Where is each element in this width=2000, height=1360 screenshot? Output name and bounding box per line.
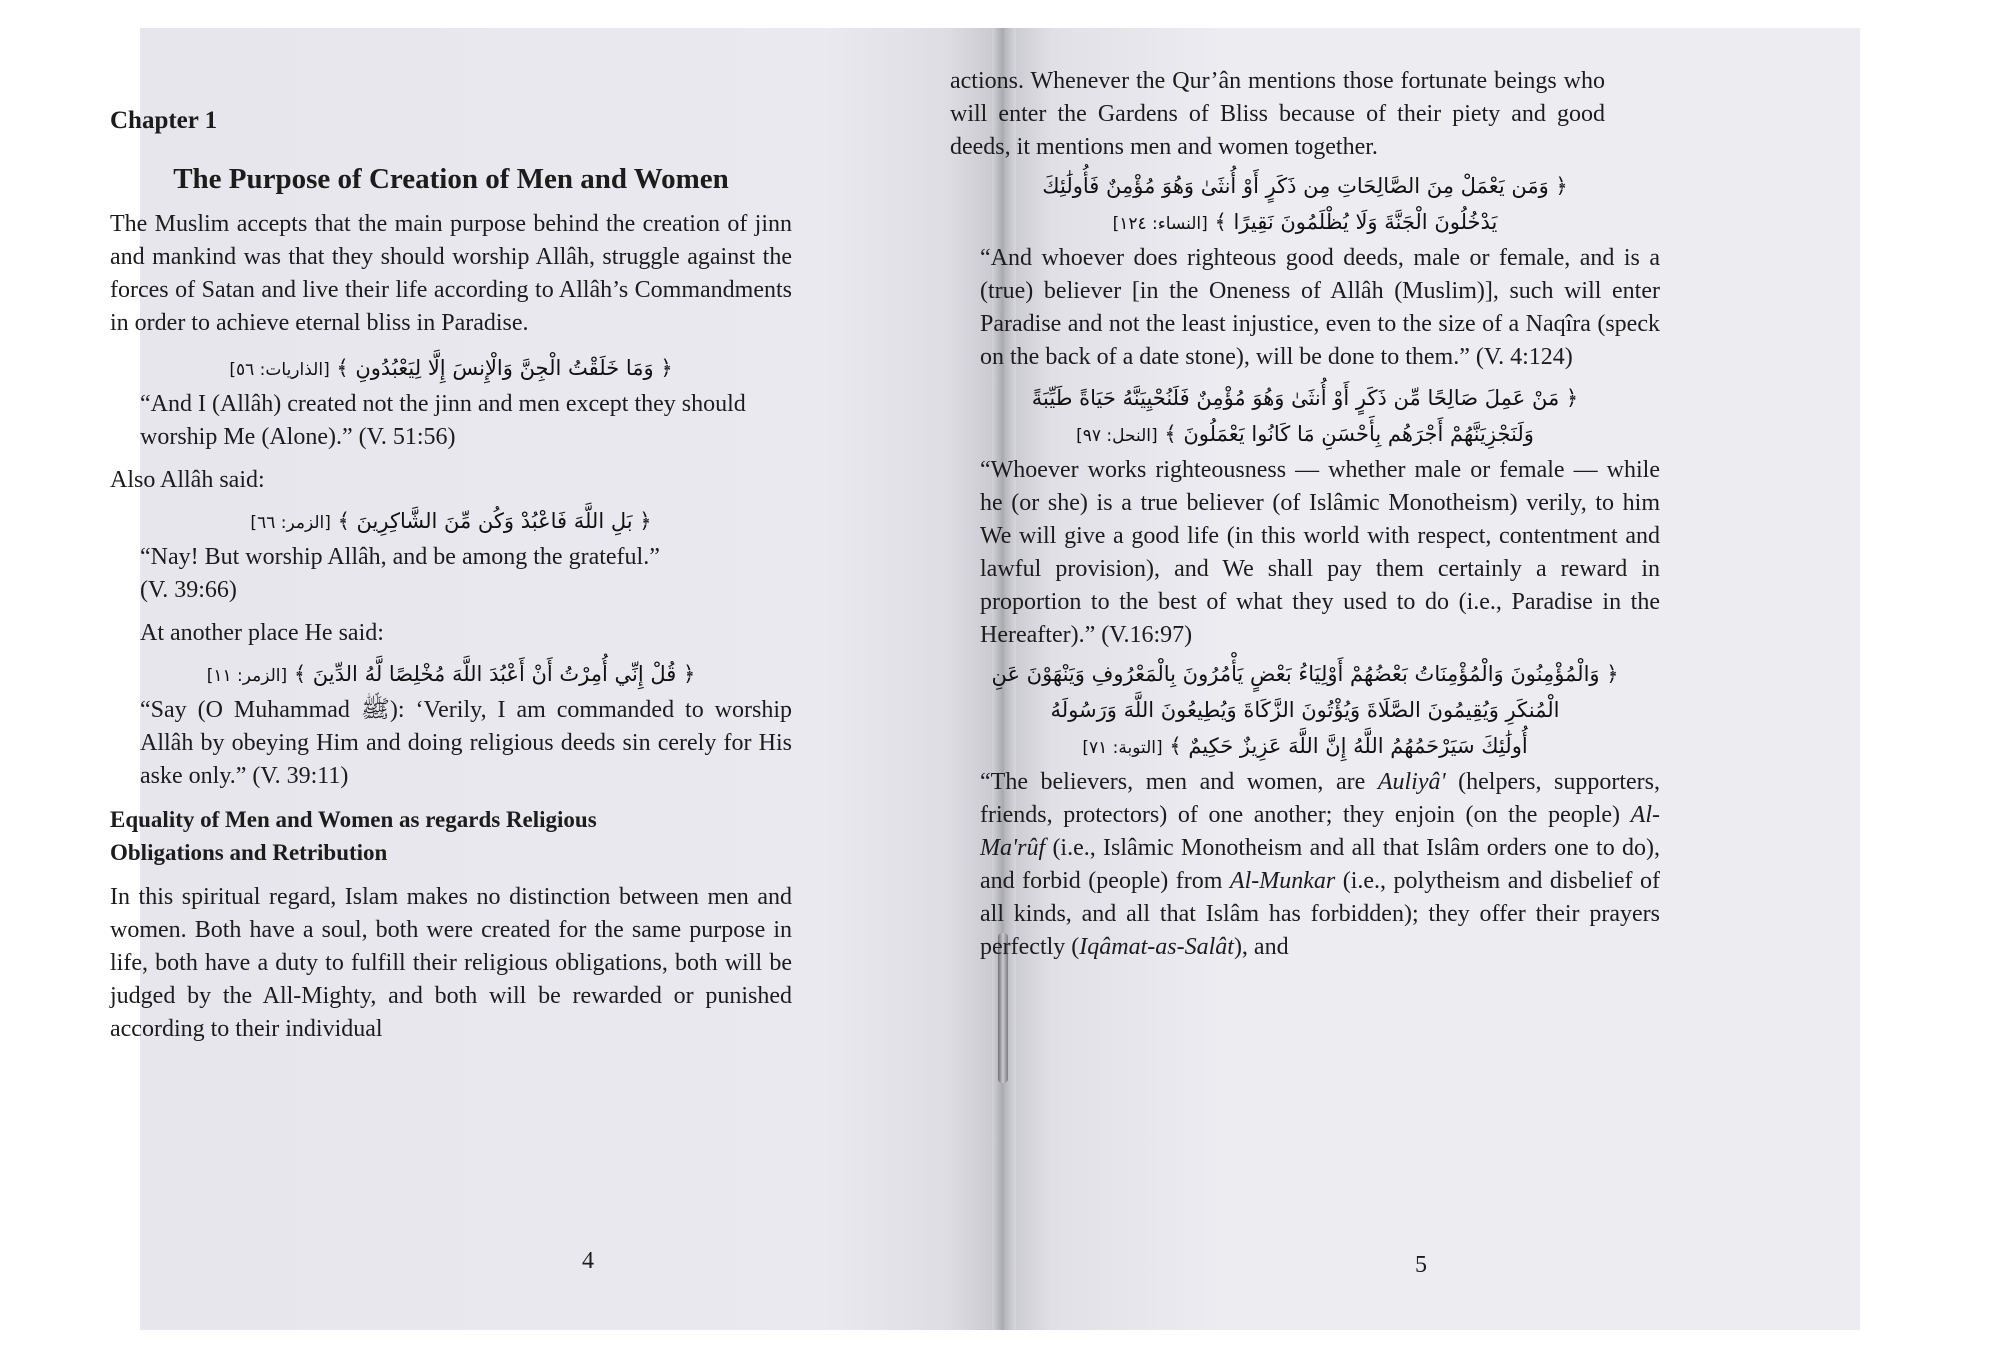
translation-text: (i.e., polytheism and disbelief of all kinds, and all that Islâm has forbidden); they offer their prayers perfectly ( <box>980 868 1660 960</box>
continuation-paragraph: actions. Whenever the Qur’ân mentions those fortunate beings who will enter the Gardens of Bliss because of their piety and good deeds, it mentions men and women together. <box>950 68 1605 160</box>
section-subheading: Equality of Men and Women as regards Religious Obligations and Retribution <box>110 807 597 865</box>
arabic-verse-line: ﴿ وَالْمُؤْمِنُونَ وَالْمُؤْمِنَاتُ بَعْضُهُمْ أَوْلِيَاءُ بَعْضٍ يَأْمُرُونَ بِالْمَعْرُوفِ وَيَنْهَوْنَ عَنِ <box>991 662 1619 686</box>
verse-translation-16-97: “Whoever works righteousness — whether male or female — while he (or she) is a true believer (of Islâmic Monotheism) verily, to him We will give a good life (in this world with respect, contentment and lawful provision), and We shall pay them certainly a reward in proportion to the best of what they used to do (i.e., Paradise in the Hereafter).” (V.16:97) <box>980 457 1660 648</box>
another-place-said: At another place He said: <box>140 620 384 646</box>
arabic-verse-reference: [الزمر: ١١] <box>206 666 288 686</box>
left-page-content <box>110 70 792 1046</box>
arabic-verse-line: يَدْخُلُونَ الْجَنَّةَ وَلَا يُظْلَمُونَ نَقِيرًا ﴾ <box>1214 210 1498 234</box>
arabic-verse-line: الْمُنكَرِ وَيُقِيمُونَ الصَّلَاةَ وَيُؤْتُونَ الزَّكَاةَ وَيُطِيعُونَ اللَّهَ وَرَسُولَهُ <box>1050 698 1560 722</box>
translation-text: (i.e., Islâmic Monotheism and all that Islâm orders one to do), and forbid (people) from <box>980 835 1660 894</box>
arabic-verse-reference: [النحل: ٩٧] <box>1076 426 1158 446</box>
arabic-verse-line: وَلَنَجْزِيَنَّهُمْ أَجْرَهُم بِأَحْسَنِ مَا كَانُوا يَعْمَلُونَ ﴾ <box>1164 422 1534 446</box>
verse-translation-4-124: “And whoever does righteous good deeds, male or female, and is a (true) believer [in the Oneness of Allâh (Muslim)], such will enter Paradise and not the least injustice, even to the size of a Naqîra (speck on the back of a date stone), will be done to them.” (V. 4:124) <box>980 245 1660 370</box>
arabic-verse-reference: [الزمر: ٦٦] <box>250 513 331 533</box>
arabic-verse-4-124 <box>950 168 1660 242</box>
term-al-maruf: Al-Ma'rûf <box>980 802 1660 861</box>
arabic-verse-text: ﴿ قُلْ إِنِّي أُمِرْتُ أَنْ أَعْبُدَ اللَّهَ مُخْلِصًا لَّهُ الدِّينَ ﴾ <box>293 662 696 686</box>
chapter-title: The Purpose of Creation of Men and Women <box>173 163 729 195</box>
arabic-verse-line: أُولَٰئِكَ سَيَرْحَمُهُمُ اللَّهُ إِنَّ اللَّهَ عَزِيزٌ حَكِيمٌ ﴾ <box>1169 734 1528 758</box>
arabic-verse-reference: [التوبة: ٧١] <box>1082 738 1163 758</box>
arabic-verse-text: ﴿ وَمَا خَلَقْتُ الْجِنَّ وَالْإِنسَ إِلَّا لِيَعْبُدُونِ ﴾ <box>336 356 673 380</box>
arabic-verse-9-71 <box>950 656 1660 766</box>
intro-paragraph: The Muslim accepts that the main purpose behind the creation of jinn and mankind was that they should worship Allâh, struggle against the forces of Satan and live their life according to Allâh’s Commandments in order to achieve eternal bliss in Paradise. <box>110 211 792 336</box>
page-number-right: 5 <box>1415 1252 1427 1278</box>
arabic-verse-text: ﴿ بَلِ اللَّهَ فَاعْبُدْ وَكُن مِّنَ الشَّاكِرِينَ ﴾ <box>337 509 652 533</box>
arabic-verse-line: ﴿ وَمَن يَعْمَلْ مِنَ الصَّالِحَاتِ مِن ذَكَرٍ أَوْ أُنثَىٰ وَهُوَ مُؤْمِنٌ فَأُولَٰئِكَ <box>1042 174 1568 198</box>
arabic-verse-39-11 <box>110 656 792 694</box>
arabic-verse-39-66 <box>110 503 792 541</box>
arabic-verse-line: ﴿ مَنْ عَمِلَ صَالِحًا مِّن ذَكَرٍ أَوْ أُنثَىٰ وَهُوَ مُؤْمِنٌ فَلَنُحْيِيَنَّهُ حَيَاةً طَيِّبَةً <box>1031 386 1579 410</box>
translation-text: (helpers, supporters, friends, protectors) of one another; they enjoin (on the people) <box>980 769 1660 828</box>
term-iqamat-as-salat: Iqâmat-as-Salât <box>1079 934 1234 960</box>
arabic-verse-16-97 <box>950 380 1660 454</box>
verse-translation-39-11: “Say (O Muhammad ﷺ): ‘Verily, I am commanded to worship Allâh by obeying Him and doing religious deeds sin cerely for His aske only.” (V. 39:11) <box>140 697 792 789</box>
page-number-left: 4 <box>582 1248 594 1274</box>
arabic-verse-reference: [الذاريات: ٥٦] <box>229 360 330 380</box>
translation-text: ), and <box>1233 934 1289 960</box>
verse-translation-39-66: “Nay! But worship Allâh, and be among the grateful.” (V. 39:66) <box>140 544 660 603</box>
translation-text: “The believers, men and women, are <box>980 769 1378 795</box>
right-page-content <box>950 65 1660 964</box>
arabic-verse-reference: [النساء: ١٢٤] <box>1112 214 1208 234</box>
chapter-label: Chapter 1 <box>110 107 218 134</box>
term-al-munkar: Al-Munkar <box>1229 868 1336 894</box>
arabic-verse-51-56 <box>110 350 792 388</box>
also-allah-said: Also Allâh said: <box>110 467 265 493</box>
verse-translation-51-56: “And I (Allâh) created not the jinn and men except they should worship Me (Alone).” (V. 51:56) <box>140 391 746 450</box>
term-auliya: Auliyâ' <box>1377 769 1446 795</box>
equality-paragraph: In this spiritual regard, Islam makes no distinction between men and women. Both have a soul, both were created for the same purpose in life, both have a duty to fulfill their religious obligations, both will be judged by the All-Mighty, and both will be rewarded or punished according to their individual <box>110 884 792 1042</box>
verse-translation-9-71 <box>950 766 1660 964</box>
